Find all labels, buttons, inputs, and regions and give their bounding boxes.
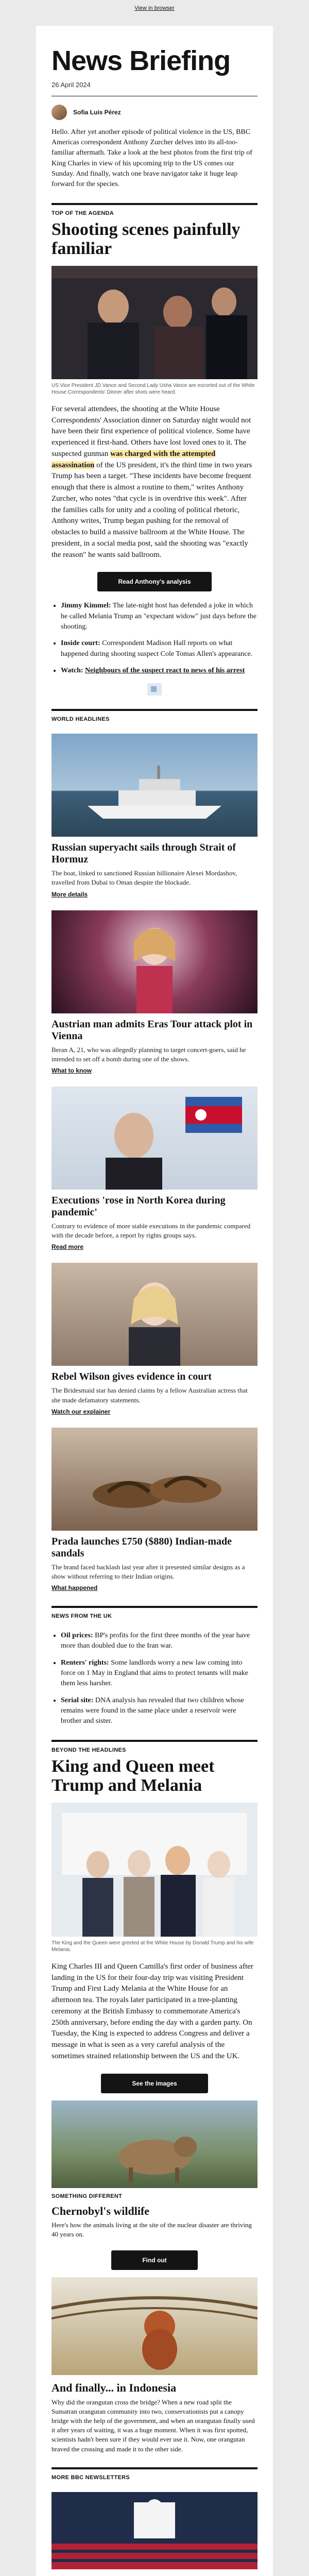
section-label-different: SOMETHING DIFFERENT bbox=[52, 2193, 123, 2199]
find-out-button[interactable]: Find out bbox=[111, 2250, 197, 2270]
chernobyl-title: Chernobyl's wildlife bbox=[52, 2204, 150, 2217]
chernobyl-text: Here's how the animals living at the site of the nuclear disaster are thriving 40 years on. bbox=[52, 2221, 252, 2239]
list-item bbox=[61, 1631, 258, 1652]
story-link[interactable]: Watch our explainer bbox=[52, 1408, 111, 1415]
bullet-text[interactable]: Correspondent Madison Hall reports on what happened during shooting suspect Cole Tomas Allen's appearance. bbox=[61, 639, 253, 658]
story-title[interactable]: Russian superyacht sails through Strait of Hormuz bbox=[52, 842, 236, 866]
beyond-photo[interactable] bbox=[52, 1803, 258, 1937]
story-title[interactable]: Rebel Wilson gives evidence in court bbox=[52, 1371, 212, 1383]
story-link[interactable]: Read more bbox=[52, 1243, 84, 1251]
world-story bbox=[36, 734, 273, 899]
yacht-art bbox=[52, 734, 258, 837]
top-photo[interactable] bbox=[52, 266, 258, 379]
story-summary: The boat, linked to sanctioned Russian billionaire Alexei Mordashov, travelled from Dubai to Oman despite the blockade. bbox=[52, 869, 237, 887]
story-link[interactable]: What happened bbox=[52, 1584, 98, 1592]
royal-visit-art bbox=[52, 1803, 258, 1937]
beyond-photo-caption: The King and the Queen were greeted at the White House by Donald Trump and his wife Melania. bbox=[52, 1940, 254, 1953]
top-body-text: For several attendees, the shooting at the White House Correspondents' Association dinner on Saturday night would not have been their first experience of political violence. Some have experienced it first-hand. Others have lost loved ones to it. The suspected gunman was charged with the attempted assassination of the US president, it's the third time in two years Trump has been a target. "These incidents have become frequent enough that there is almost a routine to them," writes Anthony Zurcher, who notes "that cycle is in overdrive this week". After the families calls for unity and a cooling of political rhetoric, Anthony writes, Trump began pushing for the removal of obstacles to build a massive ballroom at the White House. The president, in a social media post, said the shooting was "exactly the reason" he wants said ballroom. bbox=[52, 404, 252, 559]
masthead bbox=[36, 26, 273, 89]
uk-item-text[interactable]: DNA analysis has revealed that two children whose remains were found in the same place under a reservoir were brother and sister. bbox=[61, 1696, 244, 1725]
bullet-text[interactable]: The late-night host has defended a joke in which he called Melania Trump an "expectant widow" just days before the shooting. bbox=[61, 602, 256, 631]
story-link[interactable]: What to know bbox=[52, 1066, 92, 1074]
author-avatar bbox=[52, 105, 67, 120]
newsletter-date: 26 April 2024 bbox=[52, 80, 91, 89]
list-item bbox=[61, 666, 258, 676]
north-korea-art bbox=[52, 1087, 258, 1190]
see-images-button[interactable]: See the images bbox=[101, 2074, 208, 2093]
find-out-wrap bbox=[36, 2239, 273, 2270]
top-button-wrap bbox=[36, 561, 273, 591]
story-summary: The Bridesmaid star has denied claims by a fellow Australian actress that she made defamatory statements. bbox=[52, 1386, 248, 1404]
top-photo-art bbox=[52, 266, 258, 379]
uk-item-lead: Serial site: bbox=[61, 1696, 94, 1704]
uk-item-text[interactable]: BP's profits for the first three months of the year have more than doubled due to the Iran war. bbox=[61, 1632, 250, 1650]
us-politics-title bbox=[36, 2569, 273, 2576]
top-body bbox=[36, 396, 273, 561]
rebel-wilson-art bbox=[52, 1263, 258, 1366]
author-name: Sofia Luis Pérez bbox=[73, 108, 121, 116]
story-image[interactable] bbox=[52, 1428, 258, 1531]
beyond-button-wrap bbox=[36, 2062, 273, 2093]
list-item bbox=[61, 601, 258, 632]
highlighted-phrase[interactable]: was charged with the attempted assassination bbox=[52, 449, 216, 469]
sandals-art bbox=[52, 1428, 258, 1531]
section-label-more: MORE BBC NEWSLETTERS bbox=[52, 2474, 130, 2481]
top-photo-caption: US Vice President JD Vance and Second Lady Usha Vance are escorted out of the White House Correspondents' Dinner after shots were heard. bbox=[52, 382, 255, 395]
story-image[interactable] bbox=[52, 734, 258, 837]
story-image[interactable] bbox=[52, 1263, 258, 1366]
story-title[interactable]: Executions 'rose in North Korea during pandemic' bbox=[52, 1194, 226, 1218]
story-summary: Beran A, 21, who was allegedly planning to target concert-goers, said he intended to set off a bomb during one of the shows. bbox=[52, 1045, 246, 1063]
newsletter-card bbox=[36, 26, 273, 2576]
section-label-top: TOP OF THE AGENDA bbox=[52, 210, 114, 217]
story-image[interactable] bbox=[52, 1087, 258, 1190]
bullet-lead: Jimmy Kimmel: bbox=[61, 602, 111, 610]
top-headline: Shooting scenes painfully familiar bbox=[52, 220, 241, 259]
singer-art bbox=[52, 910, 258, 1013]
view-in-browser-link[interactable]: View in browser bbox=[134, 5, 175, 11]
chernobyl-photo[interactable] bbox=[52, 2100, 258, 2188]
intro-text: Hello. After yet another episode of political violence in the US, BBC Americas correspondent Anthony Zurcher delves into its all-too-familiar aftermath. Take a look at the best photos from the first trip of King Charles in view of his upcoming trip to the US comes our Sunday. And finally, watch one brave navigator take it huge leap forward for the species. bbox=[52, 128, 252, 189]
beyond-headline: King and Queen meet Trump and Melania bbox=[52, 1757, 215, 1795]
world-story bbox=[36, 1087, 273, 1251]
list-item bbox=[61, 1658, 258, 1689]
us-flag-art bbox=[52, 2492, 258, 2569]
section-label-beyond: BEYOND THE HEADLINES bbox=[52, 1747, 126, 1754]
top-bullet-list bbox=[36, 591, 273, 676]
story-summary: Contrary to evidence of more stable executions in the pandemic compared with the decade before, a report by rights groups says. bbox=[52, 1222, 251, 1240]
bullet-lead: Watch: bbox=[61, 666, 83, 674]
world-story bbox=[36, 1263, 273, 1416]
bullet-lead: Inside court: bbox=[61, 639, 100, 648]
world-story bbox=[36, 1428, 273, 1592]
orangutan-photo[interactable] bbox=[52, 2277, 258, 2375]
uk-list bbox=[36, 1623, 273, 1726]
newsletter-title: News Briefing bbox=[52, 45, 231, 76]
list-item bbox=[61, 638, 258, 659]
story-title[interactable]: Austrian man admits Eras Tour attack plot in Vienna bbox=[52, 1018, 253, 1042]
uk-item-text[interactable]: Some landlords worry a new law coming into force on 1 May in England that aims to protect tenants will make them less harsher. bbox=[61, 1658, 248, 1688]
byline bbox=[36, 96, 273, 120]
story-link[interactable]: More details bbox=[52, 890, 88, 898]
orangutan-art bbox=[52, 2277, 258, 2375]
story-title[interactable]: Prada launches £750 ($880) Indian-made sandals bbox=[52, 1535, 232, 1559]
advert-icon bbox=[147, 683, 162, 696]
finally-text: Why did the orangutan cross the bridge? When a new road split the Sumatran orangutan community into two, conservationists put a canopy bridge with the help of the government, and when an orangutan finally used it after years of waiting, it was a huge moment. When it was first spotted, scientists hadn't been sure if they would ever use it. Now, one orangutan braved the crossing and made it to the other side. bbox=[52, 2398, 255, 2453]
uk-item-lead: Oil prices: bbox=[61, 1632, 93, 1640]
view-in-browser bbox=[0, 0, 309, 11]
uk-item-lead: Renters' rights: bbox=[61, 1658, 109, 1667]
section-label-uk: NEWS FROM THE UK bbox=[52, 1613, 112, 1620]
bullet-link[interactable]: Neighbours of the suspect react to news of his arrest bbox=[85, 666, 245, 674]
section-label-world: WORLD HEADLINES bbox=[52, 716, 110, 723]
story-image[interactable] bbox=[52, 910, 258, 1013]
read-analysis-button[interactable]: Read Anthony's analysis bbox=[97, 572, 211, 591]
list-item bbox=[61, 1696, 258, 1727]
story-summary: The brand faced backlash last year after it presented similar designs as a show without referring to their Indian origins. bbox=[52, 1563, 245, 1580]
beyond-body: King Charles III and Queen Camilla's first order of business after landing in the US for their four-day trip was visiting President Trump and First Lady Melania at the White House for an afternoon tea. The royals later participated in a tree-planting ceremony at the British Embassy to commemorate America's 250th anniversary, before ending the day with a garden party. On Tuesday, the King is expected to address Congress and deliver a message in what is seen as a very careful analysis of the sometimes strained relationship between the US and the UK. bbox=[52, 1962, 253, 2060]
us-politics-image[interactable] bbox=[52, 2492, 258, 2569]
finally-title: And finally... in Indonesia bbox=[52, 2381, 177, 2395]
world-story bbox=[36, 910, 273, 1075]
chernobyl-art bbox=[52, 2100, 258, 2188]
